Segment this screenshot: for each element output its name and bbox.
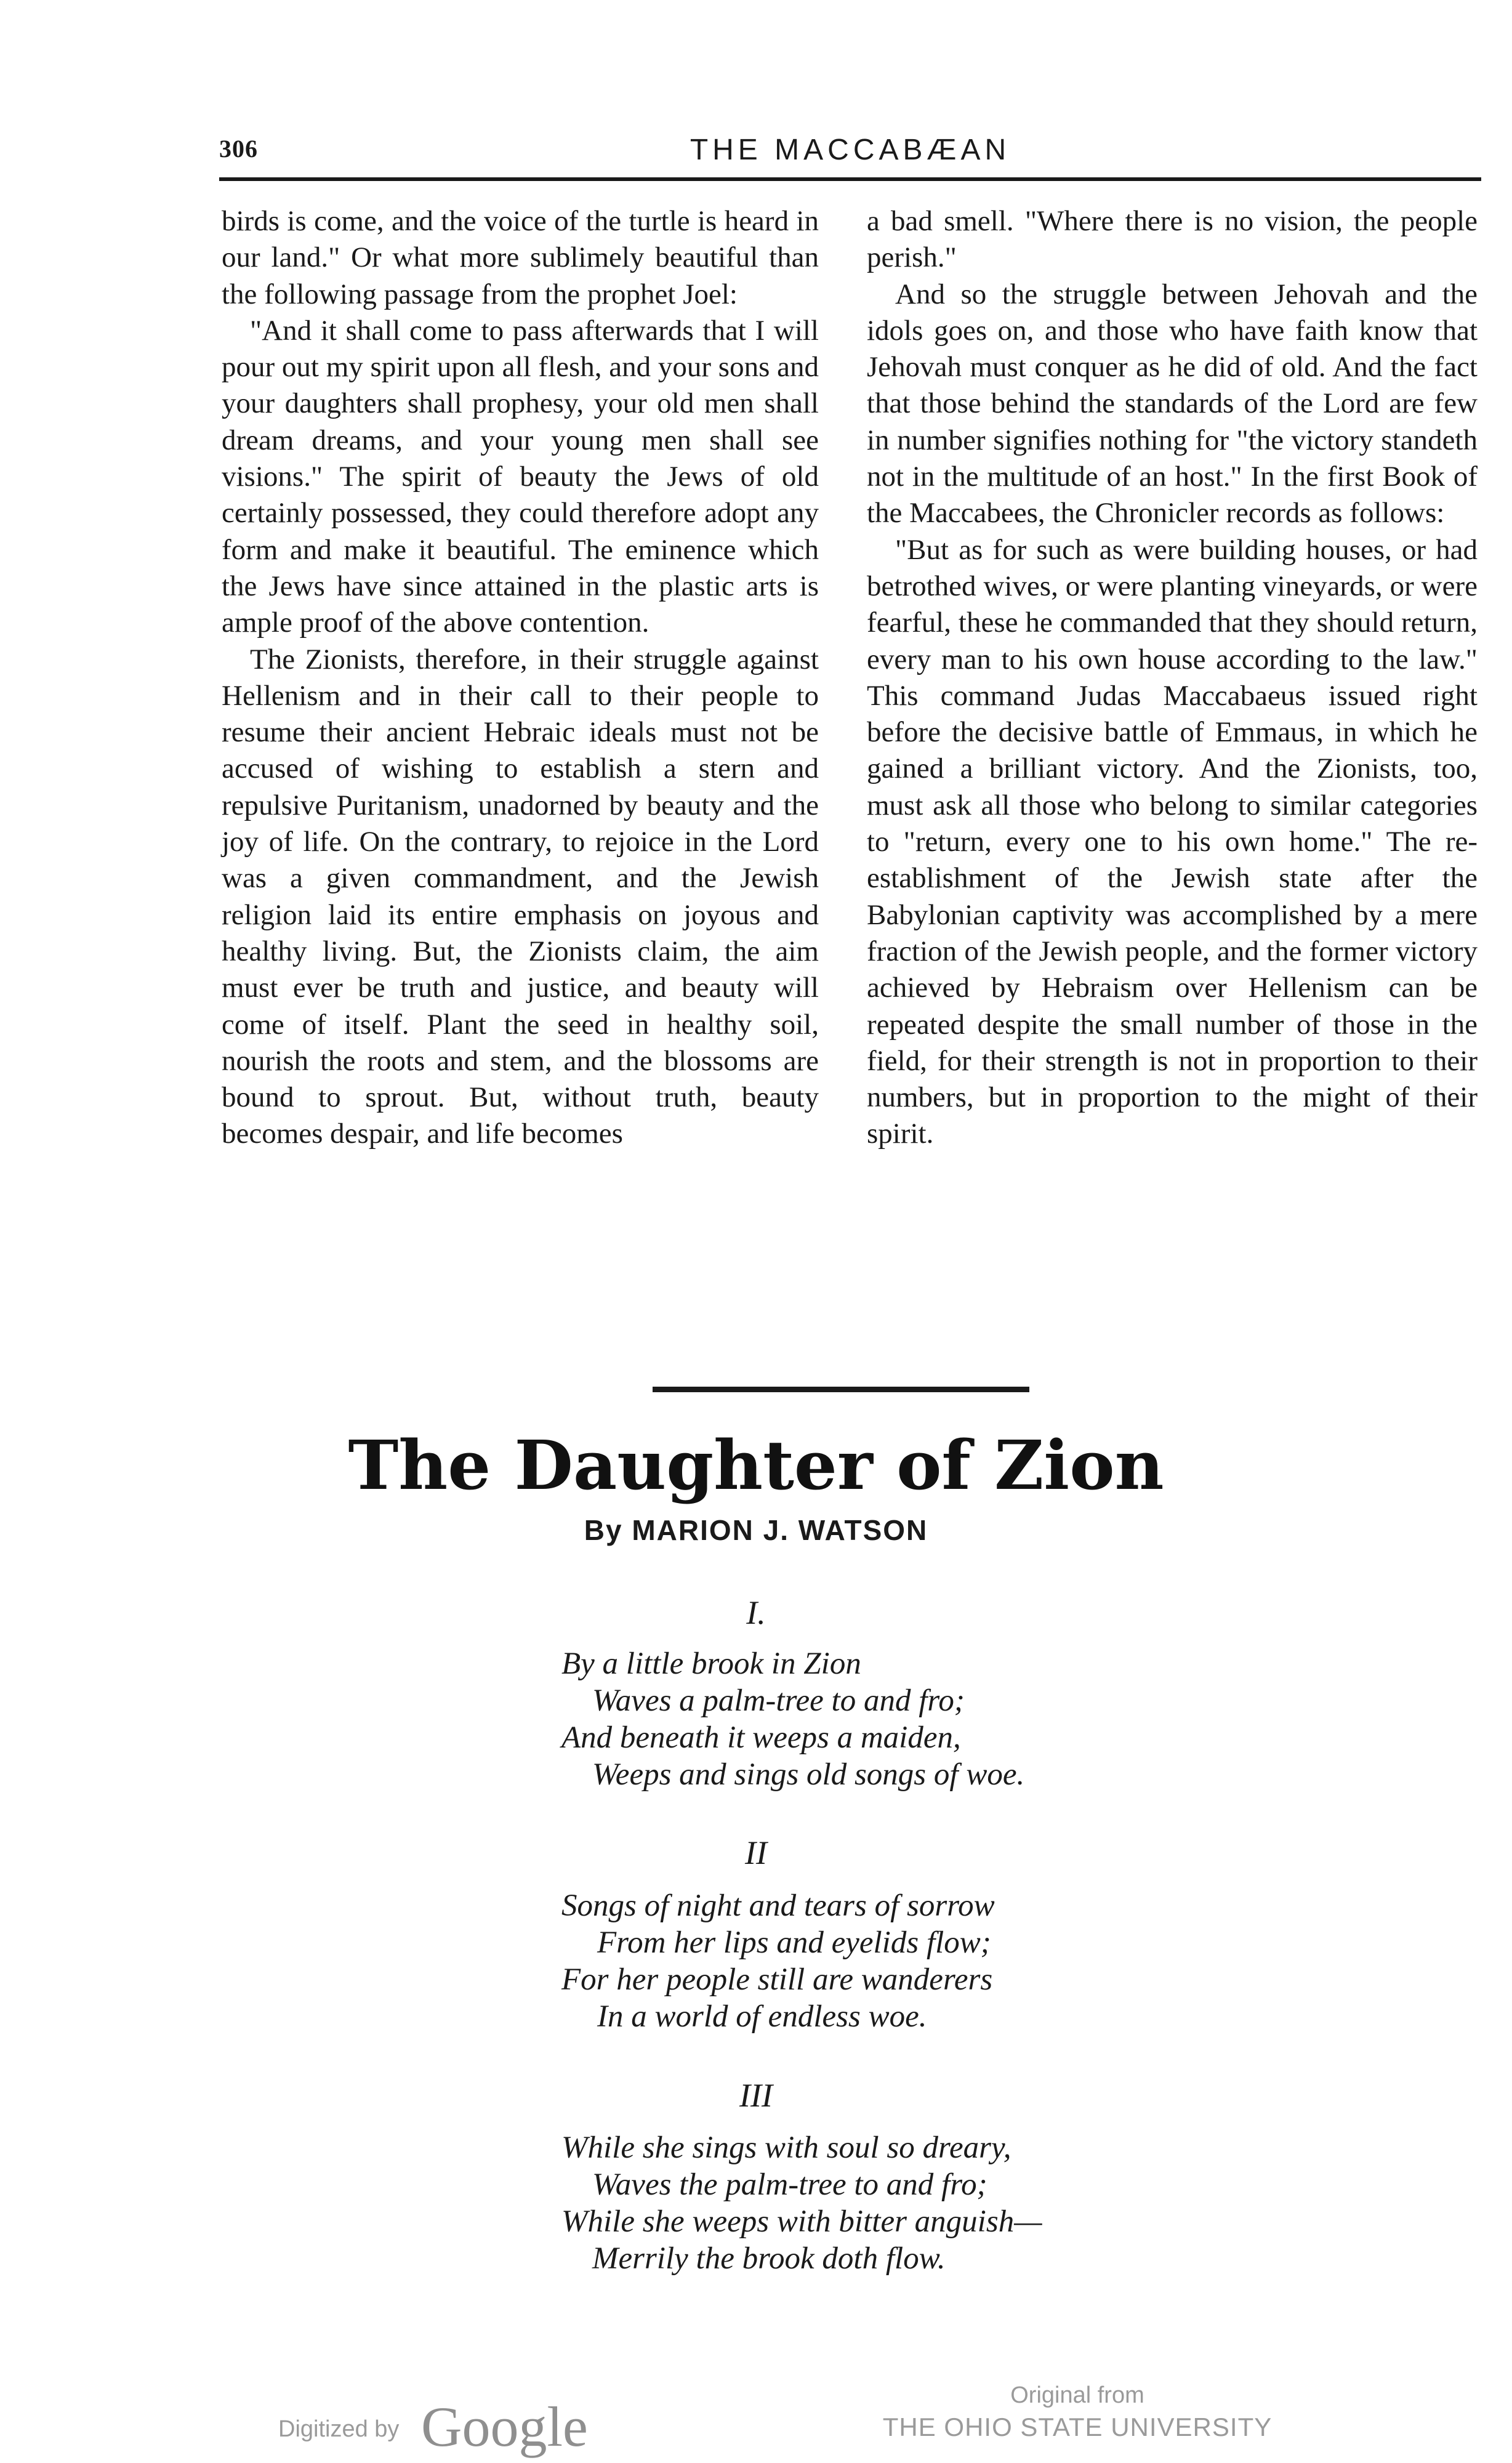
stanza [561, 1887, 995, 2035]
running-header [219, 134, 1481, 177]
poem-line: In a world of endless woe. [597, 1999, 927, 2034]
poem-line: For her people still are wanderers [561, 1962, 993, 1997]
poem-byline: By MARION J. WATSON [584, 1514, 928, 1546]
poem-line: By a little brook in Zion [561, 1647, 861, 1681]
poem-line: Waves a palm-tree to and fro; [592, 1683, 965, 1718]
poem-line: While she weeps with bitter anguish— [561, 2204, 1042, 2239]
original-from-label: Original from [1010, 2382, 1144, 2408]
page-number: 306 [219, 135, 258, 163]
paragraph: "But as for such as were building houses, or had betrothed wives, or were planting vineyards, or were fearful, these he commanded that they should return, every man to his own house according to the law." This command Judas Maccabaeus issued right before the decisive battle of Emmaus, in which he gained a brilliant victory. And the Zionists, too, must ask all those who belong to similar categories to "return, every one to his own home." The re-establishment of the Jewish state after the Babylonian captivity was accomplished by a mere fraction of the Jewish people, and the former victory achieved by Hebraism over Hellenism can be repeated despite the small number of those in the field, for their strength is not in proportion to their numbers, but in proportion to the might of their spirit. [867, 533, 1478, 1150]
paragraph: The Zionists, therefore, in their struggle against Hellenism and in their call to their people to resume their ancient Hebraic ideals must not be accused of wishing to establish a stern and repulsive Puritanism, unadorned by beauty and the joy of life. On the contrary, to rejoice in the Lord was a given commandment, and the Jewish religion laid its entire emphasis on joyous and healthy living. But, the Zionists claim, the aim must ever be truth and justice, and beauty will come of itself. Plant the seed in healthy soil, nourish the roots and stem, and the blossoms are bound to sprout. But, without truth, beauty becomes despair, and life becomes [222, 643, 819, 1150]
section-divider [653, 1387, 1029, 1392]
google-logo: Google [421, 2395, 588, 2458]
header-rule [219, 177, 1481, 181]
right-column [867, 203, 1478, 1153]
journal-title: THE MACCABÆAN [690, 134, 1011, 166]
paragraph: a bad smell. "Where there is no vision, the people perish." [867, 205, 1478, 274]
poem-line: While she sings with soul so dreary, [561, 2130, 1011, 2165]
poem-title: The Daughter of Zion [348, 1425, 1164, 1505]
poem-line: Songs of night and tears of sorrow [561, 1889, 995, 1923]
paragraph: "And it shall come to pass afterwards that I will pour out my spirit upon all flesh, and your sons and your daughters shall prophesy, your old men shall dream dreams, and your young men shall see visions." The spirit of beauty the Jews of old certainly possessed, they could therefore adopt any form and make it beautiful. The eminence which the Jews have since attained in the plastic arts is ample proof of the above contention. [222, 314, 819, 639]
stanza-number: II [745, 1834, 767, 1871]
poem-line: Merrily the brook doth flow. [592, 2241, 946, 2276]
poem-line: Waves the palm-tree to and fro; [592, 2167, 987, 2202]
stanza [561, 2129, 1042, 2277]
stanza-number: I. [746, 1594, 766, 1631]
digitized-by-label: Digitized by [278, 2416, 400, 2442]
poem-line: Weeps and sings old songs of woe. [592, 1757, 1025, 1792]
poem-line: From her lips and eyelids flow; [597, 1925, 991, 1960]
stanza-number: III [739, 2077, 773, 2114]
paragraph: birds is come, and the voice of the turtle is heard in our land." Or what more sublimely beautiful than the following passage from the prophet Joel: [222, 205, 819, 310]
institution-name: THE OHIO STATE UNIVERSITY [882, 2413, 1273, 2441]
poem-line: And beneath it weeps a maiden, [561, 1720, 961, 1755]
left-column [222, 203, 819, 1153]
paragraph: And so the struggle between Jehovah and the idols goes on, and those who have faith know that Jehovah must conquer as he did of old. And the fact that those behind the standards of the Lord are few in number signifies nothing for "the victory standeth not in the multitude of an host." In the first Book of the Maccabees, the Chronicler records as follows: [867, 278, 1478, 530]
stanza [561, 1645, 1024, 1793]
original-source-watermark [862, 2380, 1293, 2445]
